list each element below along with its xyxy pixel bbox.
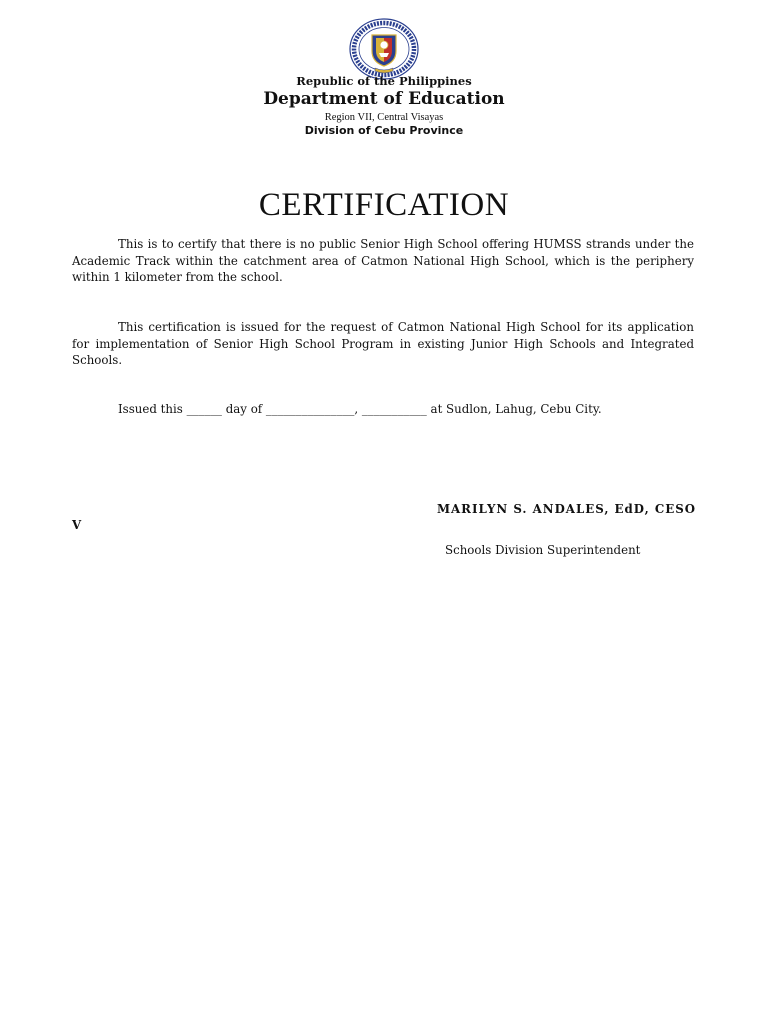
division-line: Division of Cebu Province [304,124,464,137]
deped-seal-icon [349,18,419,80]
department-heading: Department of Education [263,89,505,109]
purpose-paragraph: This certification is issued for the request of Catmon National High School for its application for implementation of Senior High School Program in existing Junior High Schools and Integrated Schools. [72,320,694,368]
issuance-line: Issued this ______ day of _______________, ___________ at Sudlon, Lahug, Cebu City. [118,402,602,416]
certification-paragraph: This is to certify that there is no public Senior High School offering HUMSS strands under the Academic Track within the catchment area of Catmon National High School, which is the periphery within 1 kilometer from the school. [72,237,694,285]
signatory-title: Schools Division Superintendent [445,543,641,557]
republic-heading: Republic of the Philippines [296,74,472,88]
region-line: Region VII, Central Visayas [324,112,444,123]
signatory-name: MARILYN S. ANDALES, EdD, CESO [436,502,696,516]
document-title: CERTIFICATION [258,187,510,223]
signatory-name-suffix: V [72,518,82,532]
